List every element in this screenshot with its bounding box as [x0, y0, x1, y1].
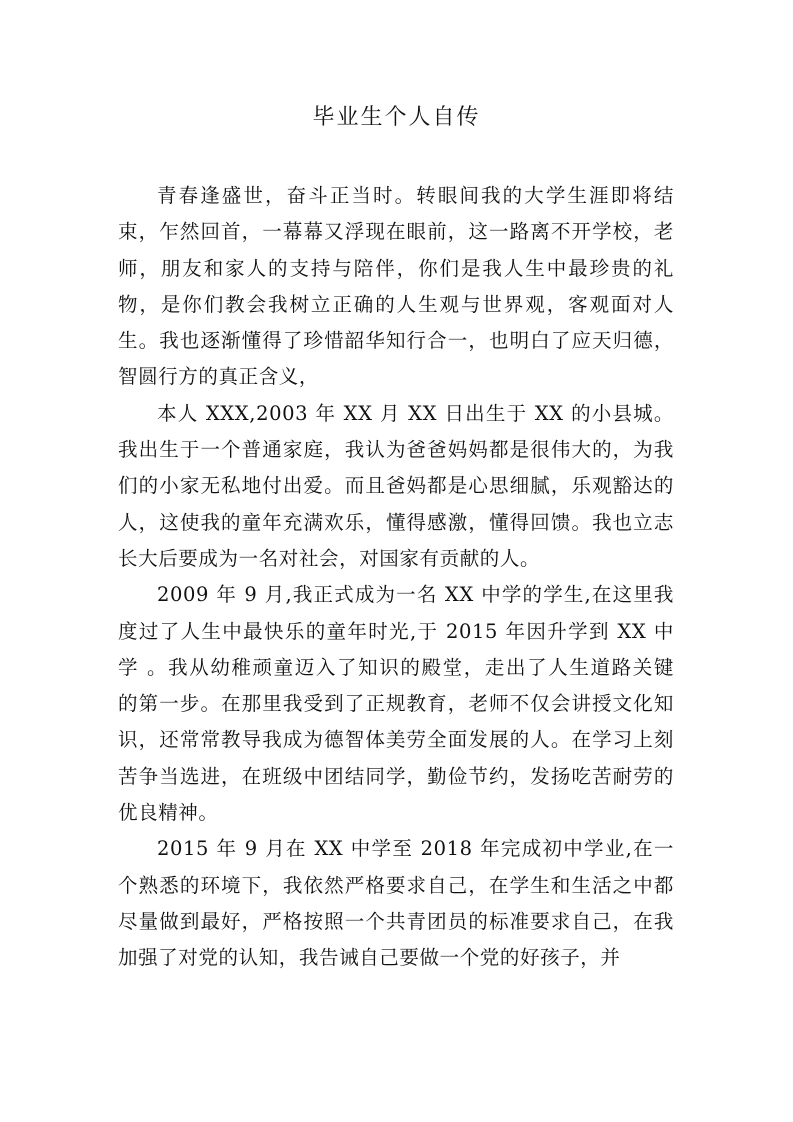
paragraph-intro: 青春逢盛世，奋斗正当时。转眼间我的大学生涯即将结束，乍然回首，一幕幕又浮现在眼前，这一路离不开学校，老师，朋友和家人的支持与陪伴，你们是我人生中最珍贵的礼物，是你们教会我树立正确的人生观与世界观，客观面对人生。我也逐渐懂得了珍惜韶华知行合一，也明白了应天归德，智圆行方的真正含义， [118, 184, 674, 389]
document-title: 毕业生个人自传 [312, 105, 481, 130]
paragraph-primary-school: 2009 年 9 月,我正式成为一名 XX 中学的学生,在这里我度过了人生中最快乐的童年时光,于 2015 年因升学到 XX 中学 。我从幼稚顽童迈入了知识的殿堂，走出了人生道路关键 的第一步。在那里我受到了正规教育，老师不仅会讲授文化知识，还常常教导我成为德智体美劳全面发展的人。在学习上刻苦争当选进，在班级中团结同学，勤俭节约，发扬吃苦耐劳的优良精神。 [118, 583, 695, 825]
document-body [118, 178, 695, 977]
paragraph-birth: 本人 XXX,2003 年 XX 月 XX 日出生于 XX 的小县城。我出生于一个普通家庭，我认为爸爸妈妈都是很伟大的，为我们的小家无私地付出爱。而且爸妈都是心思细腻，乐观豁达的人，这使我的童年充满欢乐，懂得感激，懂得回馈。我也立志长大后要成为一名对社会，对国家有贡献的人。 [118, 401, 674, 570]
paragraph-middle-school: 2015 年 9 月在 XX 中学至 2018 年完成初中学业,在一个熟悉的环境下，我依然严格要求自己，在学生和生活之中都尽量做到最好，严格按照一个共青团员的标准要求自己，在我加强了对党的认知，我告诫自己要做一个党的好孩子，并 [118, 837, 674, 970]
